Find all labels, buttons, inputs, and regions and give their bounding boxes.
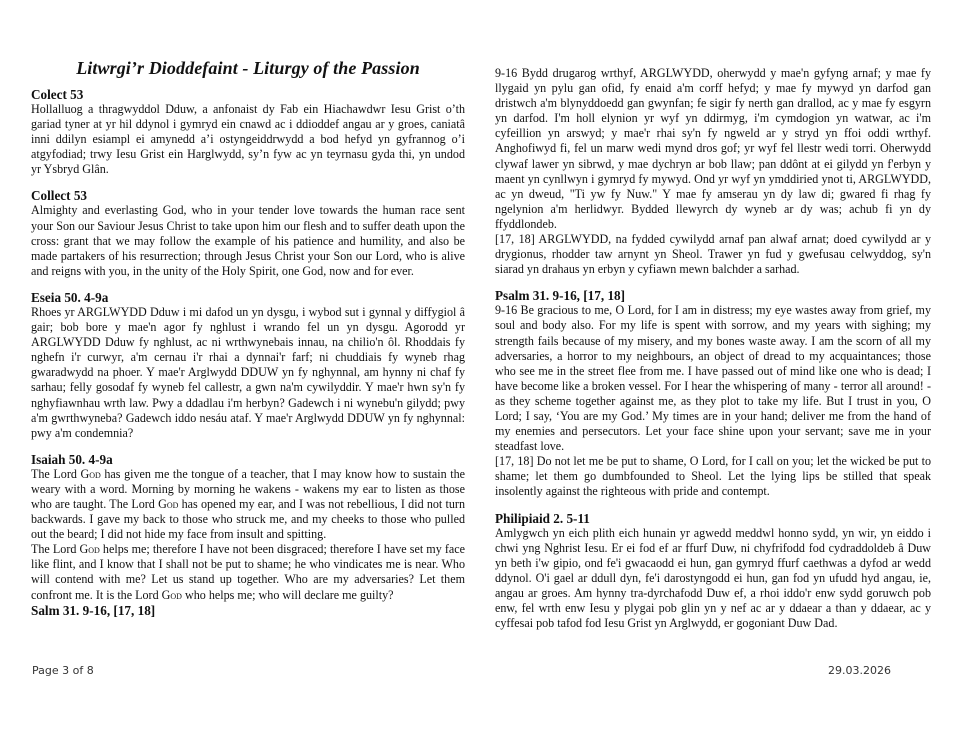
psalm-text-2: [17, 18] Do not let me be put to shame, O Lord, for I call on you; let the wicked be put to shame; let them go dumbfounded to Sheol. Let the lying lips be stilled that speak insolently against the righteous with pride and contempt.: [495, 454, 931, 499]
philipiaid-heading: Philipiaid 2. 5-11: [495, 510, 590, 526]
isaiah-p2-c: who helps me; who will declare me guilty?: [181, 587, 394, 602]
collect-welsh-section: [31, 87, 465, 177]
isaiah-p1-b: has given me the tongue of a teacher, that I may know how to sustain the weary with a word. Morning by morning he wakens - wakens my ear to listen as those who are taught. The Lord G: [31, 466, 466, 511]
psalm-section: [495, 288, 931, 499]
philipiaid-text: Amlygwch yn eich plith eich hunain yr agwedd meddwl honno sydd, yn wir, yn eiddo i chwi yng Nghrist Iesu. Er ei fod ef ar ffurf Duw, ni chyfrifodd fod cydraddoldeb â Duw yn beth i'w gipio, ond fe'i gwacaodd ei hun, gan gymryd ffurf caethwas a dyfod ar wedd ddynol. O'i gael ar ddull dyn, fe'i darostyngodd ei hun, gan fod yn ufudd hyd angau, ie, angau ar groes. Am hynny tra-dyrchafodd Duw ef, a rhoi iddo'r enw sydd goruwch pob enw, fel wrth enw Iesu y plygai pob glin yn y nef ac ar y ddaear a than y ddaear, ac y cyffesai pob tafod fod Iesu Grist yn Arglwydd, er gogoniant Duw Dad.: [495, 525, 931, 631]
isaiah-text-1: [31, 467, 465, 542]
isaiah-p1-sc1: od: [89, 466, 101, 481]
collect-welsh-text: Hollalluog a thragwyddol Dduw, a anfonaist dy Fab ein Hiachawdwr Iesu Grist o’th gariad tyner at yr hil ddynol i gymryd ein cnawd ac i ddioddef angau ar y groes, caniatâ inni ddilyn esiampl ei amynedd a’i ostyngeiddrwydd a bod hefyd yn gyfrannog o’i atgyfodiad; trwy Iesu Grist ein Harglwydd, sy’n fyw ac yn teyrnasu gyda thi, yn undod yr Ysbryd Glân.: [31, 102, 465, 177]
isaiah-p1-sc2: od: [166, 496, 179, 511]
left-column: [31, 58, 465, 618]
salm-heading: Salm 31. 9-16, [17, 18]: [31, 602, 156, 618]
isaiah-p2-b: helps me; therefore I have not been disgraced; therefore I have set my face like flint, and I know that I shall not be put to shame; he who vindicates me is near. Who will contend with me? Let us stand up together. Who are my adversaries? Let them confront me. It is the Lord G: [31, 542, 465, 602]
philipiaid-section: [495, 511, 931, 632]
collect-welsh-heading: Colect 53: [31, 87, 84, 102]
footer-date: 29.03.2026: [828, 664, 891, 677]
isaiah-text-2: [31, 542, 465, 602]
collect-english-section: [31, 188, 465, 278]
eseia-section: [31, 290, 465, 441]
salm-text-1: 9-16 Bydd drugarog wrthyf, ARGLWYDD, oherwydd y mae'n gyfyng arnaf; y mae fy llygaid yn pylu gan ofid, fy enaid a'm corff hefyd; y mae fy mywyd yn darfod gan dristwch a'm blynyddoedd gan gwynfan; fe sigir fy nerth gan drallod, ac y mae fy esgyrn yn darfod. I'm holl elynion yr wyf yn ddirmyg, i'm cymdogion yn watwar, ac i'm cyfeillion yn arswyd; y mae'r rhai sy'n fy ngweld ar y stryd yn ffoi oddi wrthyf. Anghofiwyd fi, fel un marw wedi mynd dros gof; yr wyf fel llestr wedi torri. Oherwydd clywaf lawer yn sibrwd, y mae dychryn ar bob llaw; pan ddônt at ei gilydd yn f'erbyn y maent yn cynllwyn i gymryd fy mywyd. Ond yr wyf yn ymddiried ynot ti, ARGLWYDD, ac yn dweud, "Ti yw fy Nuw." Y mae fy amserau yn dy law di; gwared fi rhag fy ngelynion a'm herlidwyr. Bydded llewyrch dy wyneb ar dy was; achub fi yn dy ffyddlondeb.: [495, 66, 931, 231]
psalm-text-1: 9-16 Be gracious to me, O Lord, for I am in distress; my eye wastes away from grief, my soul and body also. For my life is spent with sorrow, and my years with sighing; my strength fails because of my misery, and my bones waste away. I am the scorn of all my adversaries, a horror to my neighbours, an object of dread to my acquaintances; those who see me in the street flee from me. I have passed out of mind like one who is dead; I have become like a broken vessel. For I hear the whispering of many - terror all around! - as they scheme together against me, as they plot to take my life. But I trust in you, O Lord; I say, ‘You are my God.’ My times are in your hand; deliver me from the hand of my enemies and persecutors. Let your face shine upon your servant; save me in your steadfast love.: [495, 303, 931, 454]
right-column: [495, 66, 931, 642]
collect-english-heading: Collect 53: [31, 188, 88, 204]
isaiah-section: [31, 452, 465, 603]
page-number: Page 3 of 8: [32, 664, 94, 677]
eseia-heading: Eseia 50. 4-9a: [31, 289, 109, 305]
salm-text-2: [17, 18] ARGLWYDD, na fydded cywilydd arnaf pan alwaf arnat; doed cywilydd ar y drygionus, rhodder taw arnynt yn Sheol. Trawer yn fud y gwefusau celwyddog, sy'n siarad yn drahaus yn erbyn y cyfiawn mewn balchder a sarhad.: [495, 232, 931, 277]
isaiah-p2-sc1: od: [88, 542, 100, 557]
collect-english-text: Almighty and everlasting God, who in your tender love towards the human race sent your Son our Saviour Jesus Christ to take upon him our flesh and to suffer death upon the cross: grant that we may follow the example of his patience and humility, and also be made partakers of his resurrection; through Jesus Christ your Son our Lord, who is alive and reigns with you, in the unity of the Holy Spirit, one God, now and for ever.: [31, 203, 465, 278]
salm-section: [495, 66, 931, 277]
isaiah-p1-c: has opened my ear, and I was not rebellious, I did not turn backwards. I gave my back to those who struck me, and my cheeks to those who pulled out the beard; I did not hide my face from insult and spitting.: [31, 496, 465, 542]
page-title: Litwrgi’r Dioddefaint - Liturgy of the Passion: [76, 58, 420, 78]
eseia-text: Rhoes yr ARGLWYDD Dduw i mi dafod un yn dysgu, i wybod sut i gynnal y diffygiol â gair; bob bore y mae'n agor fy nghlust i wrando fel un yn dysgu. Agorodd yr ARGLWYDD Dduw fy nghlust, ac ni wrthwynebais innau, na chilio'n ôl. Rhoddais fy nghefn i'r curwyr, a'm cernau i'r rhai a dynnai'r farf; ni chuddiais fy wyneb rhag gwaradwydd na phoer. Y mae'r Arglwydd DDUW yn fy nghynnal, am hynny ni chaf fy sarhau; felly gosodaf fy wyneb fel callestr, a gwn na'm cywilyddir. Y mae'r hwn sy'n fy nghyfiawnhau wrth law. Pwy a ddadlau i'm herbyn? Gadewch i ni wynebu'n gilydd; pwy a'm gwrthwyneba? Gadewch iddo nesáu ataf. Y mae'r Arglwydd DDUW yn fy nghynnal: pwy a'm condemnia?: [31, 304, 465, 440]
isaiah-p2-sc2: od: [170, 587, 182, 602]
isaiah-p1-a: The Lord G: [31, 466, 90, 481]
isaiah-p2-a: The Lord G: [31, 542, 89, 557]
isaiah-heading: Isaiah 50. 4-9a: [31, 451, 113, 467]
psalm-heading: Psalm 31. 9-16, [17, 18]: [495, 288, 626, 304]
